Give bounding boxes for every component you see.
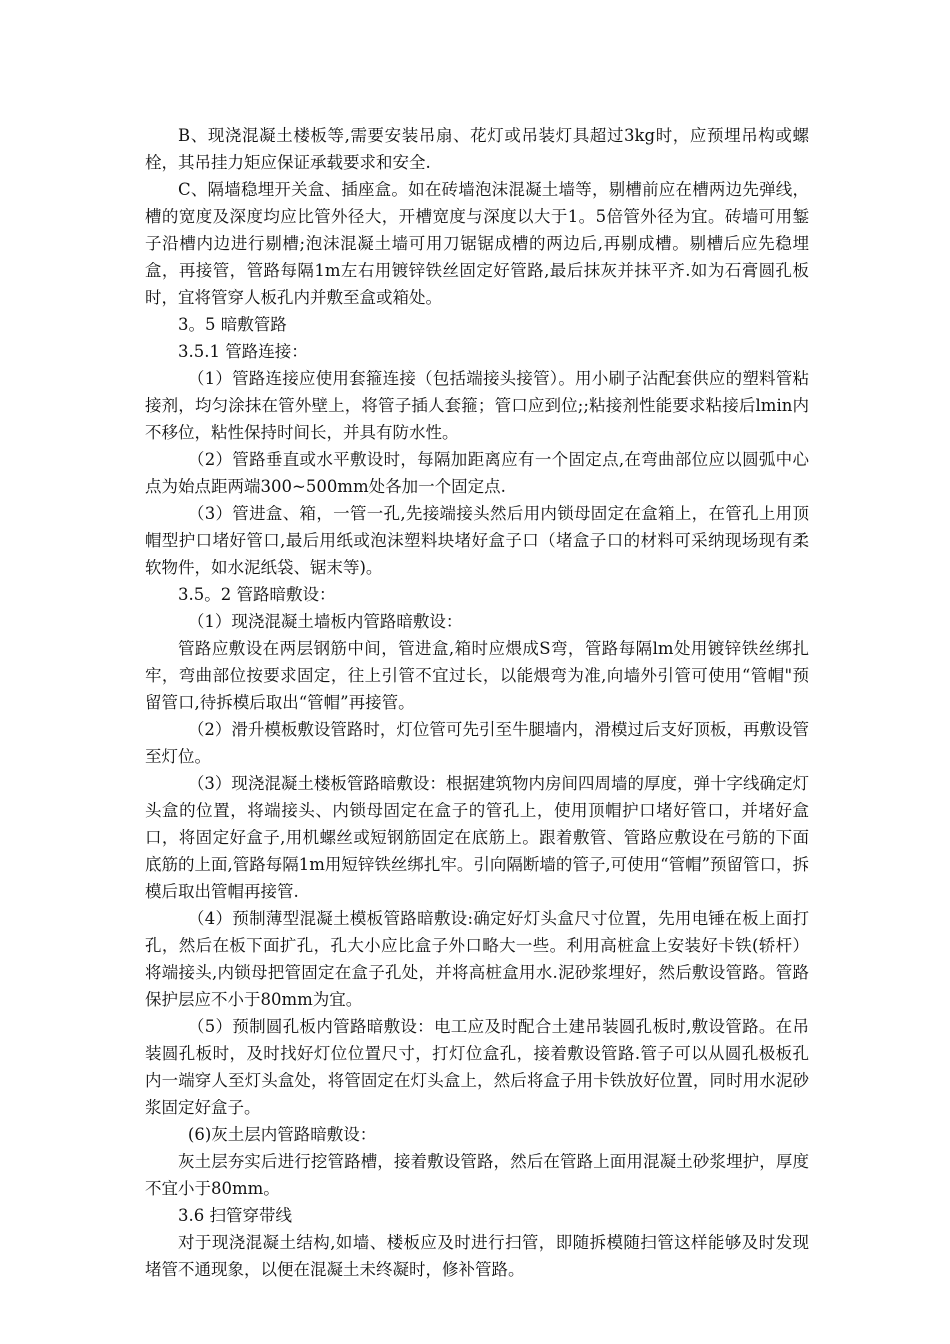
section-heading-3-5: 3。5 暗敷管路	[178, 315, 287, 334]
document-page	[145, 122, 809, 1283]
paragraph-precast-thin-formwork: （4）预制薄型混凝土模板管路暗敷设:确定好灯头盒尺寸位置，先用电锤在板上面打孔，然后在板下面扩孔，孔大小应比盒子外口略大一些。利用高桩盒上安装好卡铁(轿杆）将端接头,内锁母把管固定在盒子孔处，并将高桩盒用水.泥砂浆埋好，然后敷设管路。管路保护层应不小于80mm为宜。	[145, 909, 809, 1009]
paragraph-cast-wall: 管路应敷设在两层钢筋中间，管进盒,箱时应煨成S弯，管路每隔lm处用镀锌铁丝绑扎牢，弯曲部位按要求固定，往上引管不宜过长，以能煨弯为准,向墙外引管可使用“管帽"预留管口,待拆模后取出“管帽”再接管。	[145, 639, 809, 712]
paragraph-pipe-connection-2: （2）管路垂直或水平敷设时，每隔加距离应有一个固定点,在弯曲部位应以圆弧中心点为始点距两端300~500mm处各加一个固定点.	[145, 450, 809, 496]
section-heading-3-5-2: 3.5。2 管路暗敷设：	[178, 585, 336, 604]
paragraph-pipe-sweeping: 对于现浇混凝土结构,如墙、楼板应及时进行扫管，即随拆模随扫管这样能够及时发现堵管不通现象，以便在混凝土未终凝时，修补管路。	[145, 1233, 809, 1279]
section-heading-3-5-1: 3.5.1 管路连接：	[178, 342, 308, 361]
paragraph-pipe-connection-1: （1）管路连接应使用套箍连接（包括端接头接管）。用小刷子沾配套供应的塑料管粘接剂，均匀涂抹在管外壁上，将管子插人套箍；管口应到位;;粘接剂性能要求粘接后lmin内不移位，粘性保持时间长，并具有防水性。	[145, 369, 809, 442]
paragraph-c-partition-boxes: C、隔墙稳埋开关盒、插座盒。如在砖墙泡沫混凝土墙等，剔槽前应在槽两边先弹线，槽的宽度及深度均应比管外径大，开槽宽度与深度以大于1。5倍管外径为宜。砖墙可用錾子沿槽内边进行剔槽;泡沫混凝土墙可用刀锯锯成槽的两边后,再剔成槽。剔槽后应先稳埋盒，再接管，管路每隔1m左右用镀锌铁丝固定好管路,最后抹灰并抹平齐.如为石膏圆孔板时，宜将管穿人板孔内并敷至盒或箱处。	[145, 180, 809, 307]
paragraph-b-ceiling-fixtures: B、现浇混凝土楼板等,需要安装吊扇、花灯或吊装灯具超过3kg时，应预埋吊构或螺栓，其吊挂力矩应保证承载要求和安全.	[145, 126, 809, 172]
section-heading-3-6: 3.6 扫管穿带线	[178, 1206, 292, 1225]
paragraph-lime-soil: 灰土层夯实后进行挖管路槽，接着敷设管路，然后在管路上面用混凝土砂浆埋护，厚度不宜小于80mm。	[145, 1152, 809, 1198]
paragraph-pipe-connection-3: （3）管进盒、箱，一管一孔,先接端接头然后用内锁母固定在盒箱上，在管孔上用顶帽型护口堵好管口,最后用纸或泡沫塑料块堵好盒子口（堵盒子口的材料可采纳现场现有柔软物件，如水泥纸袋、锯末等)。	[145, 504, 809, 577]
paragraph-precast-hollow-slab: （5）预制圆孔板内管路暗敷设：电工应及时配合土建吊装圆孔板时,敷设管路。在吊装圆孔板时，及时找好灯位位置尺寸，打灯位盒孔，接着敷设管路.管子可以从圆孔极板孔内一端穿人至灯头盒处，将管固定在灯头盒上，然后将盒子用卡铁放好位置，同时用水泥砂浆固定好盒子。	[145, 1017, 809, 1117]
paragraph-cast-floor-slab: （3）现浇混凝土楼板管路暗敷设：根据建筑物内房间四周墙的厚度，弹十字线确定灯头盒的位置，将端接头、内锁母固定在盒子的管孔上，使用顶帽护口堵好管口，并堵好盒口，将固定好盒子,用机螺丝或短钢筋固定在底筋上。跟着敷管、管路应敷设在弓筋的下面底筋的上面,管路每隔1m用短锌铁丝绑扎牢。引向隔断墙的管子,可使用“管帽”预留管口，拆模后取出管帽再接管.	[145, 774, 810, 901]
subheading-cast-wall: （1）现浇混凝土墙板内管路暗敷设：	[187, 612, 463, 631]
paragraph-slip-form: （2）滑升模板敷设管路时，灯位管可先引至牛腿墙内，滑模过后支好顶板，再敷设管至灯位。	[145, 720, 809, 766]
subheading-lime-soil: (6)灰土层内管路暗敷设：	[187, 1125, 377, 1144]
